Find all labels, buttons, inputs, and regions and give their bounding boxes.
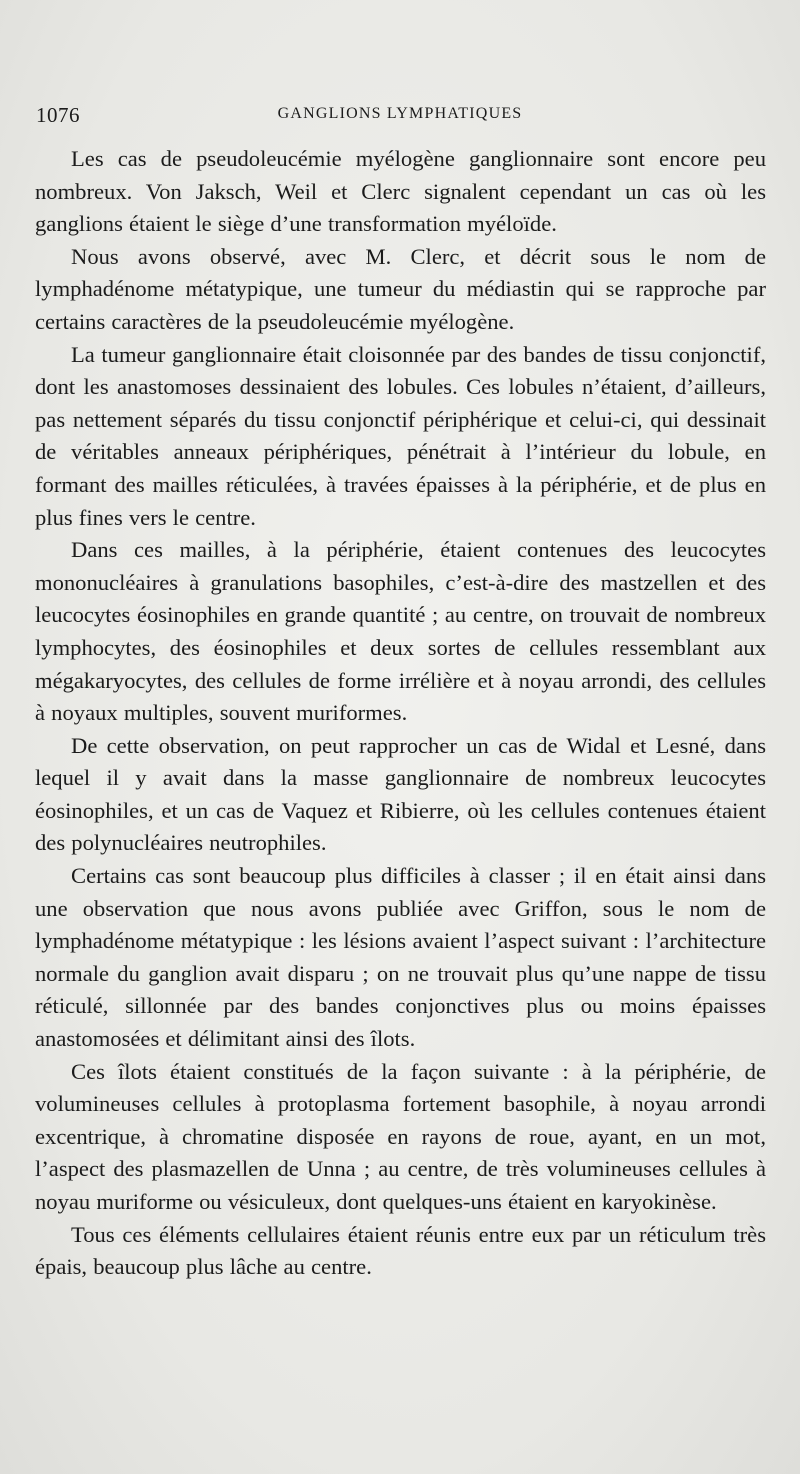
running-title: GANGLIONS LYMPHATIQUES (277, 105, 523, 122)
page-number: 1076 (36, 103, 80, 127)
paragraph-4: Dans ces mailles, à la périphérie, étaient contenues des leucocytes mononucléaires à granulations basophiles, c’est-à-dire des mastzellen et des leucocytes éosinophiles en grande quantité ; au centre, on trouvait de nombreux lymphocytes, des éosinophiles et deux sortes de cellules ressemblant aux mégakaryocytes, des cellules de forme irrélière et à noyau arrondi, des cellules à noyaux multiples, souvent muriformes. (35, 537, 766, 726)
paragraph-8: Tous ces éléments cellulaires étaient réunis entre eux par un réticulum très épais, beaucoup plus lâche au centre. (35, 1221, 766, 1280)
paragraph-7: Ces îlots étaient constitués de la façon suivante : à la périphérie, de volumineuses cellules à protoplasma fortement basophile, à noyau arrondi excentrique, à chromatine disposée en rayons de roue, ayant, en un mot, l’aspect des plasmazellen de Unna ; au centre, de très volumineuses cellules à noyau muriforme ou vésiculeux, dont quelques-uns étaient en karyokinèse. (35, 1058, 766, 1214)
page-header (36, 103, 764, 131)
paragraph-2: Nous avons observé, avec M. Clerc, et décrit sous le nom de lymphadénome métatypique, une tumeur du médiastin qui se rapproche par certains caractères de la pseudoleucémie myélogène. (35, 243, 766, 334)
paragraph-1: Les cas de pseudoleucémie myélogène ganglionnaire sont encore peu nombreux. Von Jaksch, Weil et Clerc signalent cependant un cas où les ganglions étaient le siège d’une transformation myéloïde. (35, 146, 766, 237)
paragraph-3: La tumeur ganglionnaire était cloisonnée par des bandes de tissu conjonctif, dont les anastomoses dessinaient des lobules. Ces lobules n’étaient, d’ailleurs, pas nettement séparés du tissu conjonctif périphérique et celui-ci, qui dessinait de véritables anneaux périphériques, pénétrait à l’intérieur du lobule, en formant des mailles réticulées, à travées épaisses à la périphérie, et de plus en plus fines vers le centre. (35, 341, 766, 530)
paragraph-6: Certains cas sont beaucoup plus difficiles à classer ; il en était ainsi dans une observation que nous avons publiée avec Griffon, sous le nom de lymphadénome métatypique : les lésions avaient l’aspect suivant : l’architecture normale du ganglion avait disparu ; on ne trouvait plus qu’une nappe de tissu réticulé, sillonnée par des bandes conjonctives plus ou moins épaisses anastomosées et délimitant ainsi des îlots. (35, 863, 766, 1052)
body-text (35, 143, 766, 1284)
paragraph-5: De cette observation, on peut rapprocher un cas de Widal et Lesné, dans lequel il y avait dans la masse ganglionnaire de nombreux leucocytes éosinophiles, et un cas de Vaquez et Ribierre, où les cellules contenues étaient des polynucléaires neutrophiles. (35, 732, 766, 856)
